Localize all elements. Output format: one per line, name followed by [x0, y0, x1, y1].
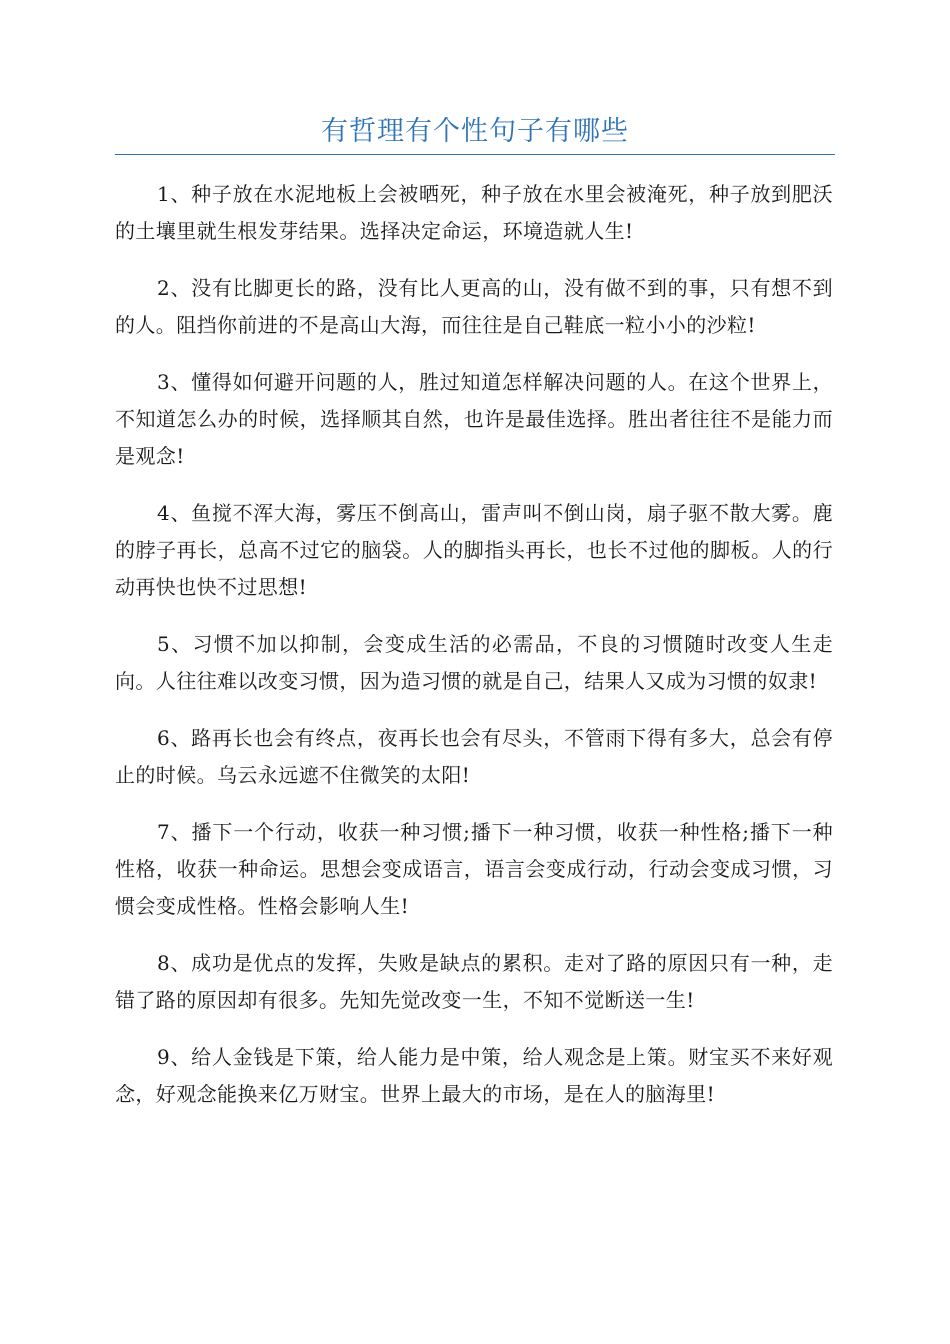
paragraph-7: 7、播下一个行动，收获一种习惯;播下一种习惯，收获一种性格;播下一种性格，收获一种命运。思想会变成语言，语言会变成行动，行动会变成习惯，习惯会变成性格。性格会影响人生!	[115, 820, 833, 918]
paragraph-5: 5、习惯不加以抑制，会变成生活的必需品，不良的习惯随时改变人生走向。人往往难以改变习惯，因为造习惯的就是自己，结果人又成为习惯的奴隶!	[115, 632, 833, 693]
document-body	[115, 176, 833, 1133]
paragraph-3: 3、懂得如何避开问题的人，胜过知道怎样解决问题的人。在这个世界上，不知道怎么办的时候，选择顺其自然，也许是最佳选择。胜出者往往不是能力而是观念!	[115, 370, 833, 468]
paragraph-8: 8、成功是优点的发挥，失败是缺点的累积。走对了路的原因只有一种，走错了路的原因却有很多。先知先觉改变一生，不知不觉断送一生!	[115, 951, 833, 1012]
title-underline	[115, 154, 835, 155]
paragraph-4: 4、鱼搅不浑大海，雾压不倒高山，雷声叫不倒山岗，扇子驱不散大雾。鹿的脖子再长，总高不过它的脑袋。人的脚指头再长，也长不过他的脚板。人的行动再快也快不过思想!	[115, 501, 833, 599]
paragraph-2: 2、没有比脚更长的路，没有比人更高的山，没有做不到的事，只有想不到的人。阻挡你前进的不是高山大海，而往往是自己鞋底一粒小小的沙粒!	[115, 276, 833, 337]
paragraph-9: 9、给人金钱是下策，给人能力是中策，给人观念是上策。财宝买不来好观念，好观念能换来亿万财宝。世界上最大的市场，是在人的脑海里!	[115, 1045, 833, 1106]
paragraph-1: 1、种子放在水泥地板上会被晒死，种子放在水里会被淹死，种子放到肥沃的土壤里就生根发芽结果。选择决定命运，环境造就人生!	[115, 182, 833, 243]
document-title: 有哲理有个性句子有哪些	[321, 116, 629, 147]
paragraph-6: 6、路再长也会有终点，夜再长也会有尽头，不管雨下得有多大，总会有停止的时候。乌云永远遮不住微笑的太阳!	[115, 726, 833, 787]
